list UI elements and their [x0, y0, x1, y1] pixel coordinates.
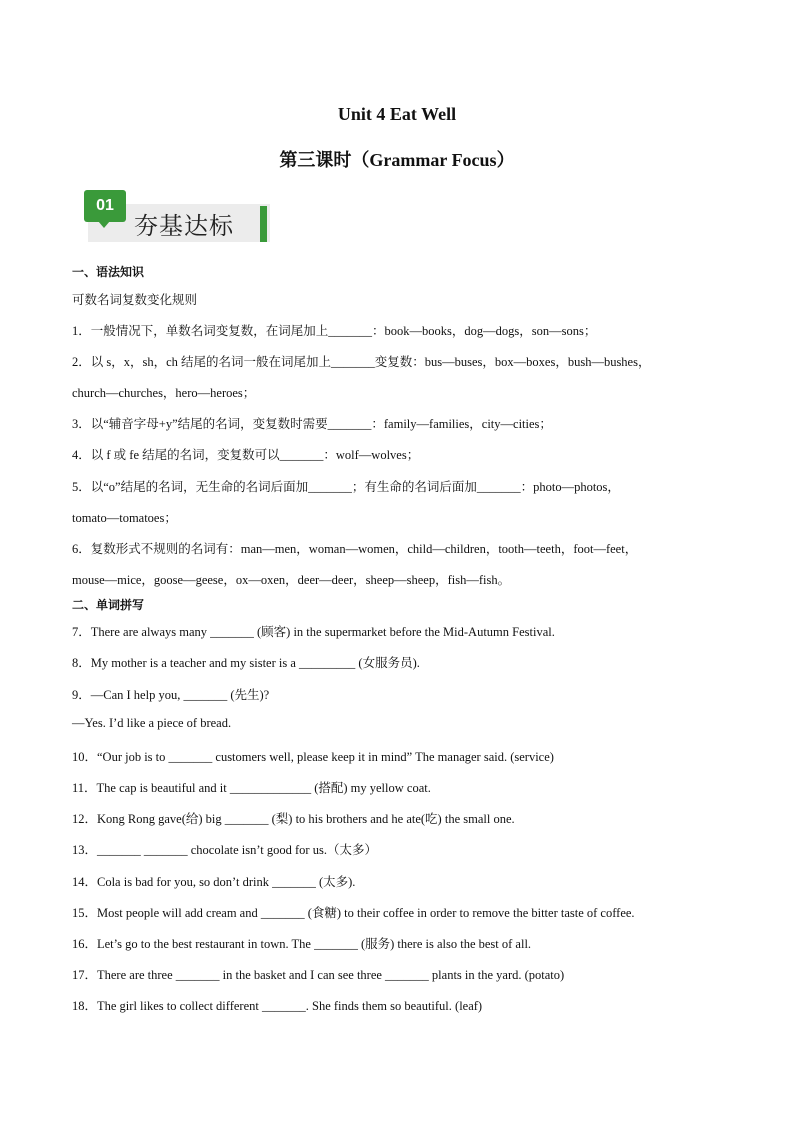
- question-7: 7．There are always many _______ (顾客) in the supermarket before the Mid-Autumn Festival.: [72, 625, 555, 639]
- question-8: 8．My mother is a teacher and my sister is a _________ (女服务员).: [72, 656, 420, 670]
- question-14: 14．Cola is bad for you, so don’t drink _______ (太多).: [72, 875, 356, 889]
- page-title: Unit 4 Eat Well: [337, 104, 457, 124]
- grammar-rule-5-cont: tomato—tomatoes；: [72, 511, 177, 525]
- grammar-rule-3: 3．以“辅音字母+y”结尾的名词，变复数时需要_______：family—families，city—cities；: [72, 417, 552, 431]
- badge-accent: [260, 206, 267, 242]
- page-subtitle: 第三课时（Grammar Focus）: [279, 150, 515, 170]
- question-9: 9．—Can I help you, _______ (先生)?: [72, 688, 270, 702]
- grammar-rule-1: 1．一般情况下，单数名词变复数，在词尾加上_______：book—books，dog—dogs，son—sons；: [72, 324, 597, 338]
- question-16: 16．Let’s go to the best restaurant in town. The _______ (服务) there is also the best of all.: [72, 937, 532, 951]
- question-9-answer: —Yes. I’d like a piece of bread.: [72, 716, 232, 730]
- section-badge: [84, 190, 272, 244]
- section-heading-grammar: 一、语法知识: [72, 265, 145, 279]
- question-17: 17．There are three _______ in the basket and I can see three _______ plants in the yard. (potato): [72, 968, 565, 982]
- grammar-rule-6: 6．复数形式不规则的名词有：man—men，woman—women，child—children，tooth—teeth，foot—feet，: [72, 542, 638, 556]
- grammar-rule-title: 可数名词复数变化规则: [72, 293, 198, 307]
- question-13: 13．_______ _______ chocolate isn’t good for us.（太多）: [72, 843, 377, 857]
- grammar-rule-2-cont: church—churches，hero—heroes；: [72, 386, 256, 400]
- question-11: 11．The cap is beautiful and it _____________ (搭配) my yellow coat.: [72, 781, 431, 795]
- grammar-rule-5: 5．以“o”结尾的名词，无生命的名词后面加_______；有生命的名词后面加_______：photo—photos，: [72, 480, 620, 494]
- badge-text: 夯基达标: [134, 212, 234, 240]
- question-10: 10．“Our job is to _______ customers well, please keep it in mind” The manager said. (service): [72, 750, 554, 764]
- section-heading-spelling: 二、单词拼写: [72, 598, 145, 612]
- question-15: 15．Most people will add cream and _______ (食糖) to their coffee in order to remove the bitter taste of coffee.: [72, 906, 635, 920]
- question-18: 18．The girl likes to collect different _______. She finds them so beautiful. (leaf): [72, 999, 483, 1013]
- grammar-rule-4: 4．以 f 或 fe 结尾的名词，变复数可以_______：wolf—wolves；: [72, 448, 420, 462]
- grammar-rule-2: 2．以 s，x，sh，ch 结尾的名词一般在词尾加上_______变复数：bus—buses，box—boxes，bush—bushes，: [72, 355, 651, 369]
- badge-number: 01: [84, 190, 126, 222]
- grammar-rule-6-cont: mouse—mice，goose—geese，ox—oxen，deer—deer，sheep—sheep，fish—fish。: [72, 573, 511, 587]
- question-12: 12．Kong Rong gave(给) big _______ (梨) to his brothers and he ate(吃) the small one.: [72, 812, 515, 826]
